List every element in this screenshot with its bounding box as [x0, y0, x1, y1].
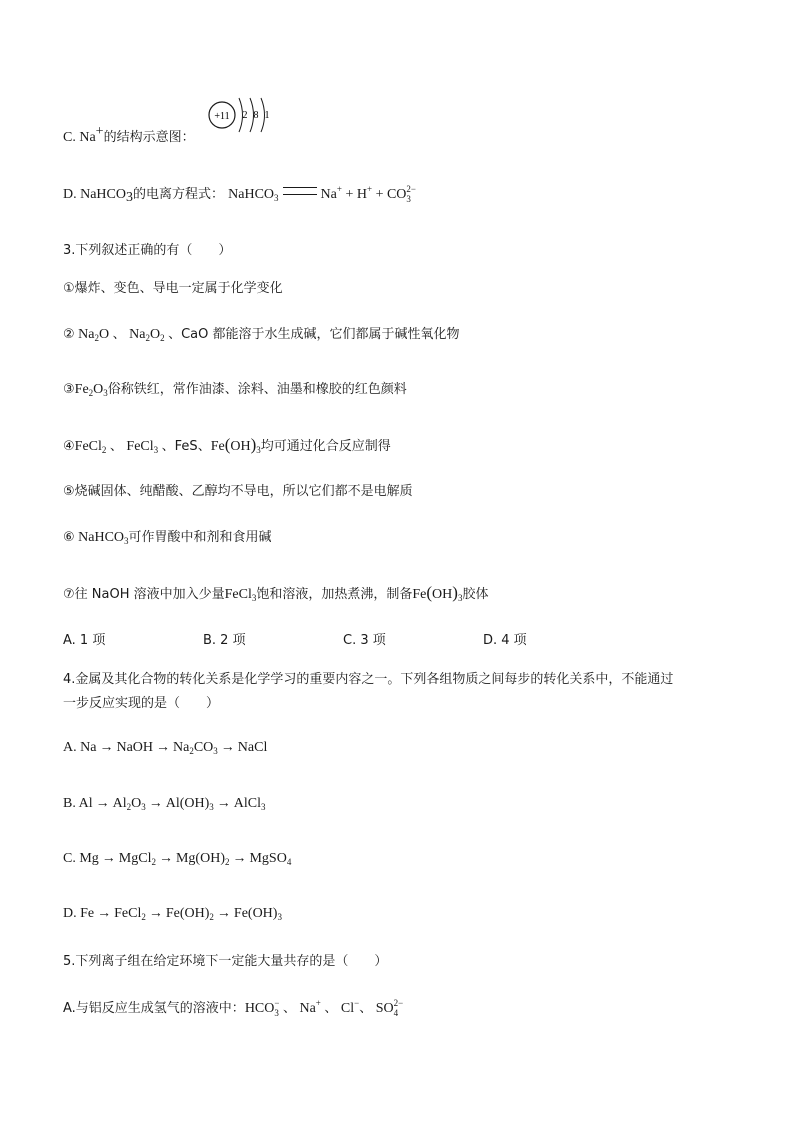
q4-option-d: D. Fe → FeCl$_2$ → $Fe(OH)_2 \to Fe(OH)_3$: [63, 906, 282, 922]
q3-stem: 3.下列叙述正确的有（ ）: [63, 243, 232, 258]
q3-statement-5: ⑤烧碱固体、纯醋酸、乙醇均不导电，所以它们都不是电解质: [63, 484, 413, 499]
q3-statement-2: ② $Na_2O$ 、 $Na_2O_2$ 、CaO 都能溶于水生成碱，它们都属于碱性氧化物: [63, 327, 460, 343]
shell-count-1: 2: [242, 110, 248, 121]
q5-option-a: A.与铝反应生成氢气的溶液中：HCO − 3 、 Na+ 、 Cl−、 SO 2− 4: [63, 998, 404, 1018]
q3-statement-3: $③Fe_2O_3$俗称铁红，常作油漆、涂料、油墨和橡胶的红色颜料: [63, 382, 407, 398]
q4-stem-line-1: 4.金属及其化合物的转化关系是化学学习的重要内容之一。下列各组物质之间每步的转化关系中，不能通过: [63, 672, 674, 687]
q3-statement-6: ⑥ NaHCO$_3$可作胃酸中和剂和食用碱: [63, 530, 272, 546]
shell-count-2: 8: [253, 110, 259, 121]
nucleus-charge: +11: [214, 111, 230, 122]
q3-option-a: A. 1 项: [63, 633, 106, 648]
q3-statement-7: ⑦往 NaOH 溶液中加入少量FeCl$_3$饱和溶液，加热煮沸，制备$Fe(OH)_3$胶体: [63, 583, 489, 603]
q3-option-d: D. 4 项: [483, 633, 527, 648]
q2-option-d: D. NaHCO$_3$的电离方程式： NaHCO$_3$ Na+ + H+ + CO 2− 3: [63, 184, 416, 205]
sodium-ion-structure-diagram: [206, 94, 278, 136]
q4-option-c: C. Mg → MgCl$_2$ → $Mg(OH)_2$ → MgSO$_4$: [63, 851, 292, 867]
q2-option-c: C. Na+的结构示意图：: [63, 124, 195, 145]
shell-count-3: 1: [264, 110, 270, 121]
ionization-equation: NaHCO$_3$ Na+ + H+ + CO 2− 3: [228, 184, 416, 204]
q3-statement-1: ①爆炸、变色、导电一定属于化学变化: [63, 281, 283, 296]
q4-option-a: A. Na → NaOH → $Na_2CO_3$ → NaCl: [63, 740, 268, 756]
q4-option-b: B. $Al \to Al_2O_3 \to Al(OH)_3$ → AlCl$_3$: [63, 796, 266, 812]
q3-option-c: C. 3 项: [343, 633, 386, 648]
q3-option-b: B. 2 项: [203, 633, 246, 648]
equals-sign: [283, 187, 317, 195]
q4-stem-line-2: 一步反应实现的是（ ）: [63, 696, 220, 711]
q5-stem: 5.下列离子组在给定环境下一定能大量共存的是（ ）: [63, 954, 388, 969]
q3-statement-4: ④FeCl$_2$ 、 FeCl$_3$ 、FeS、$Fe(OH)_3$均可通过化合反应制得: [63, 435, 391, 455]
